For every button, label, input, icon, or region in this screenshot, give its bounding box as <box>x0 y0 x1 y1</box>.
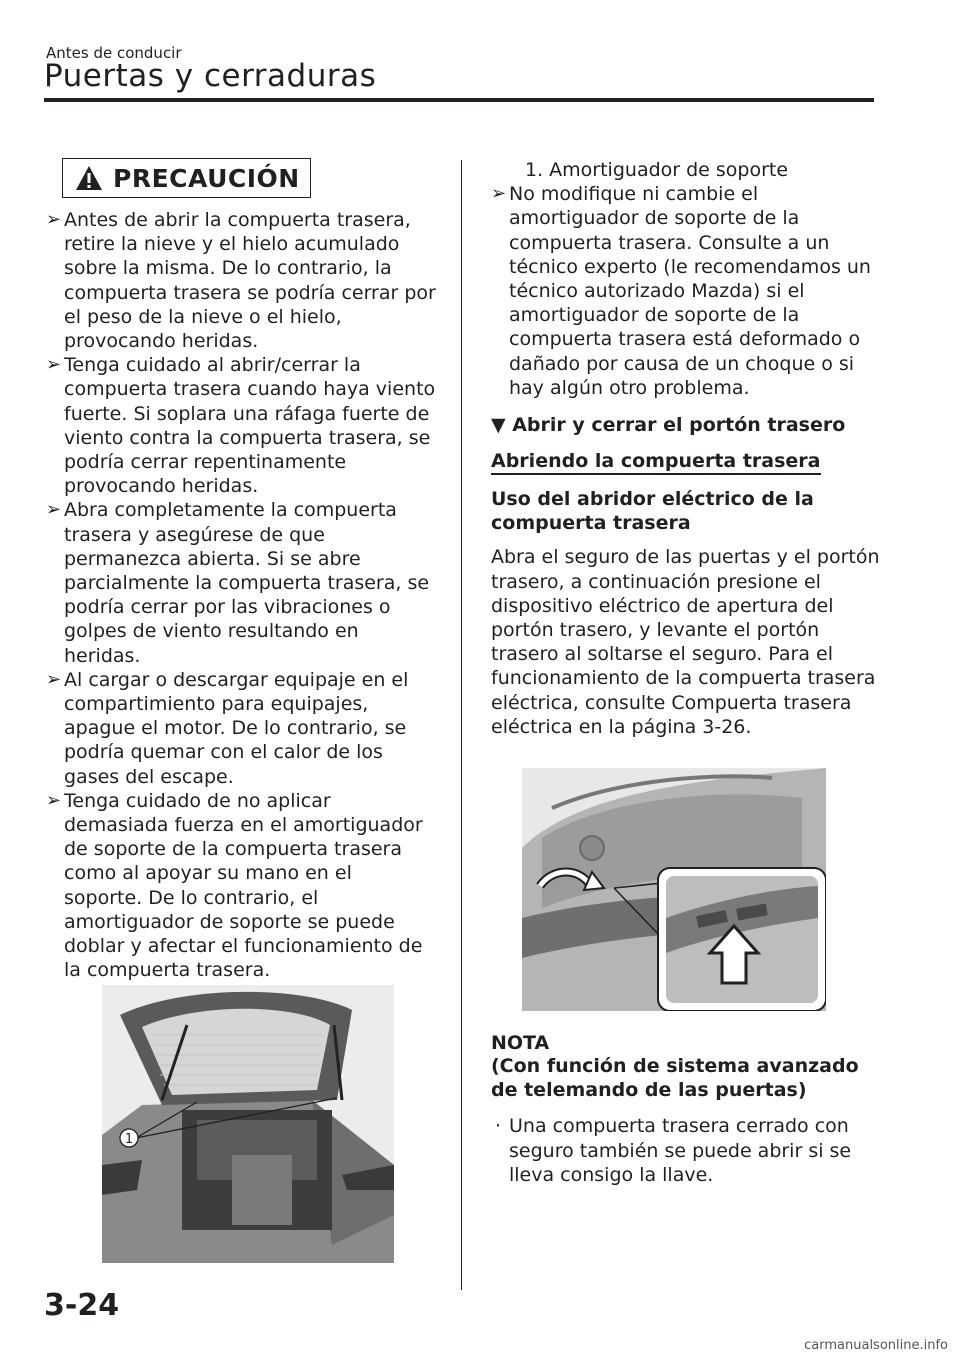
note-block <box>491 1032 891 1187</box>
page-number: 3-24 <box>44 1288 120 1323</box>
list-item: ➢ Antes de abrir la compuerta trasera, retire la nieve y el hielo acumulado sobre la misma. De lo contrario, la compuerta trasera se podría cerrar por el peso de la nieve o el hielo, provocando heridas. <box>46 209 436 353</box>
watermark: carmanualsonline.info <box>804 1338 948 1353</box>
arrow-bullet-icon: ➢ <box>46 354 62 376</box>
arrow-bullet-icon: ➢ <box>491 183 507 205</box>
note-item: · Una compuerta trasera cerrado con seguro también se puede abrir si se lleva consigo la llave. <box>495 1115 852 1186</box>
arrow-bullet-icon: ➢ <box>46 499 62 521</box>
arrow-bullet-icon: ➢ <box>46 209 62 230</box>
caution-label: PRECAUCIÓN <box>113 163 300 193</box>
caution-banner <box>62 158 311 198</box>
right-column <box>491 158 891 739</box>
list-item: ➢ Tenga cuidado al abrir/cerrar la compuerta trasera cuando haya viento fuerte. Si soplara una ráfaga fuerte de viento contra la compuerta trasera, se podría cerrar repentinamente provocando heridas. <box>46 354 436 498</box>
list-item: ➢ Al cargar o descargar equipaje en el compartimiento para equipajes, apague el motor. De lo contrario, se podría quemar con el calor de los gases del escape. <box>46 668 409 788</box>
page-title: Puertas y cerraduras <box>44 58 377 94</box>
note-label: NOTA <box>491 1032 550 1054</box>
callout-number: 1 <box>124 1132 134 1147</box>
title-rule <box>44 98 874 102</box>
subsection-heading: Abriendo la compuerta trasera <box>491 450 821 475</box>
topic-heading: Uso del abridor eléctrico de la compuerta trasera <box>491 488 814 535</box>
notice-list <box>491 182 891 400</box>
arrow-bullet-icon: ➢ <box>46 668 62 690</box>
liftgate-opener-figure <box>522 768 826 1011</box>
list-item: ➢ Tenga cuidado de no aplicar demasiada fuerza en el amortiguador de soporte de la compuerta trasera como al apoyar su mano en el soporte. De lo contrario, el amortiguador de soporte se puede doblar y afectar el funcionamiento de la compuerta trasera. <box>46 789 423 982</box>
figure-legend: 1. Amortiguador de soporte <box>525 159 789 181</box>
note-condition: (Con función de sistema avanzado de telemando de las puertas) <box>491 1055 859 1102</box>
caution-list <box>46 208 436 983</box>
instruction-paragraph: Abra el seguro de las puertas y el portón trasero, a continuación presione el dispositivo eléctrico de apertura del portón trasero, y levante el portón trasero al soltarse el seguro. Para el funcionamiento de la compuerta trasera eléctrica, consulte Compuerta trasera eléctrica en la página 3-26. <box>491 546 880 738</box>
dot-bullet: · <box>495 1115 502 1138</box>
arrow-bullet-icon: ➢ <box>46 789 62 811</box>
column-divider <box>461 160 462 1290</box>
section-heading: ▼ Abrir y cerrar el portón trasero <box>491 414 846 437</box>
list-item: ➢ Abra completamente la compuerta trasera y asegúrese de que permanezca abierta. Si se abre parcialmente la compuerta trasera, se podría cerrar por las vibraciones o golpes de viento resultando en heridas. <box>46 499 430 667</box>
left-column <box>46 158 436 983</box>
warning-icon <box>75 165 103 191</box>
list-item: ➢ No modifique ni cambie el amortiguador de soporte de la compuerta trasera. Consulte a un técnico experto (le recomendamos un técnico autorizado Mazda) si el amortiguador de soporte de la compuerta trasera está deformado o dañado por causa de un choque o si hay algún otro problema. <box>491 183 871 399</box>
liftgate-strut-figure <box>102 985 394 1263</box>
section-label: Antes de conducir <box>46 44 182 62</box>
